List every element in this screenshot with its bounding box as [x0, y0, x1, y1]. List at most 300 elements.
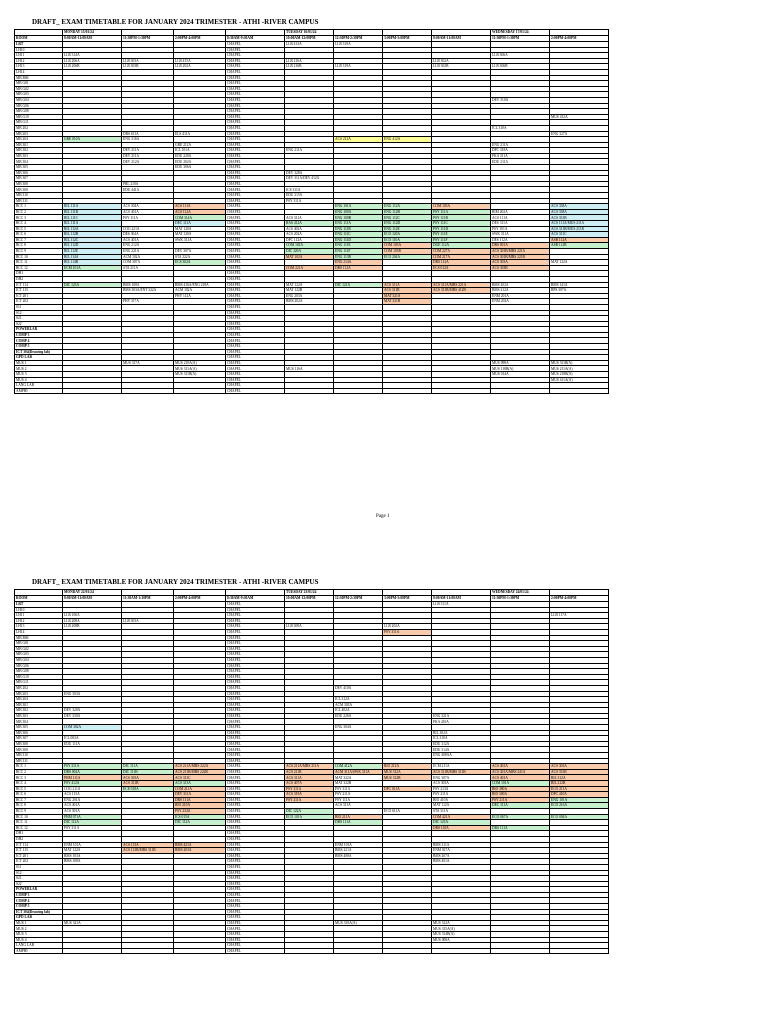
chapel-cell: CHAPEL: [226, 349, 285, 355]
exam-cell: ACS 303B: [491, 265, 550, 271]
room-name-cell: LH11: [15, 53, 63, 59]
table-row: [15, 388, 609, 394]
chapel-cell: CHAPEL: [226, 193, 285, 199]
exam-cell: ACS 331B: [550, 215, 609, 221]
chapel-cell: CHAPEL: [226, 282, 285, 288]
room-name-cell: MB 306: [15, 170, 63, 176]
chapel-cell: CHAPEL: [226, 97, 285, 103]
exam-cell: EDU 111A: [63, 741, 122, 747]
room-name-cell: MB 204: [15, 137, 63, 143]
room-name-cell: MB 303: [15, 153, 63, 159]
room-name-cell: MB 302: [15, 708, 63, 714]
exam-cell: DEV 328A: [285, 170, 334, 176]
time-slot-header: 3:00PM-5:00PM: [383, 36, 432, 42]
chapel-cell: CHAPEL: [226, 243, 285, 249]
room-name-cell: MB G11: [15, 680, 63, 686]
exam-cell: MUS 312A: [383, 769, 432, 775]
exam-cell: DIC 112A: [174, 820, 226, 826]
exam-cell: ICL 310A: [432, 736, 491, 742]
exam-cell: EDU 211A: [491, 159, 550, 165]
exam-cell: BIL 111C: [63, 215, 122, 221]
exam-cell: EDU 312A: [432, 741, 491, 747]
room-name-cell: MB 305: [15, 165, 63, 171]
chapel-cell: CHAPEL: [226, 344, 285, 350]
exam-cell: MUS 321A: [63, 920, 122, 926]
room-name-cell: BCC 1: [15, 764, 63, 770]
exam-cell: ICS 311A: [285, 187, 334, 193]
chapel-cell: CHAPEL: [226, 786, 285, 792]
room-name-cell: LH13: [15, 624, 63, 630]
exam-cell: ACS 311B/MBS 311B: [432, 769, 491, 775]
exam-cell: ACS 113A: [122, 842, 174, 848]
room-name-cell: S11: [15, 864, 63, 870]
exam-cell: ACS 301A: [63, 808, 122, 814]
exam-cell: LLB 415A: [174, 58, 226, 64]
exam-cell: LLB 314A: [63, 53, 122, 59]
exam-cell: [432, 948, 491, 954]
chapel-cell: CHAPEL: [226, 360, 285, 366]
room-name-cell: MUS 4: [15, 937, 63, 943]
exam-cell: PSY 213A: [432, 786, 491, 792]
chapel-cell: CHAPEL: [226, 355, 285, 361]
chapel-cell: CHAPEL: [226, 276, 285, 282]
exam-cell: [174, 388, 226, 394]
chapel-cell: CHAPEL: [226, 842, 285, 848]
room-name-cell: MB G03: [15, 652, 63, 658]
exam-cell: DRS 001A: [491, 243, 550, 249]
exam-cell: BMS 202A: [491, 282, 550, 288]
exam-cell: PSY 111A: [122, 215, 174, 221]
exam-cell: BIL 111A: [63, 204, 122, 210]
chapel-cell: CHAPEL: [226, 814, 285, 820]
chapel-cell: CHAPEL: [226, 775, 285, 781]
exam-cell: DEV 330A: [63, 713, 122, 719]
room-name-cell: ICT 114: [15, 282, 63, 288]
exam-cell: ECM 211A: [432, 764, 491, 770]
exam-cell: MAT 112A: [432, 803, 491, 809]
room-name-cell: MB 202: [15, 125, 63, 131]
exam-cell: BMS 401A: [432, 859, 491, 865]
exam-cell: [63, 948, 122, 954]
chapel-cell: CHAPEL: [226, 170, 285, 176]
exam-cell: ENG 412A: [383, 137, 432, 143]
chapel-cell: CHAPEL: [226, 915, 285, 921]
room-name-cell: MB 203: [15, 691, 63, 697]
exam-cell: DRS 112A: [432, 260, 491, 266]
exam-cell: MAT 120A: [174, 232, 226, 238]
exam-cell: ACS 111A: [491, 215, 550, 221]
room-name-cell: S11: [15, 304, 63, 310]
exam-cell: ECO 110A: [383, 237, 432, 243]
chapel-cell: CHAPEL: [226, 876, 285, 882]
chapel-cell: CHAPEL: [226, 797, 285, 803]
exam-cell: ACS 303A: [550, 764, 609, 770]
exam-cell: DIC 123A: [63, 282, 122, 288]
exam-cell: DEV 310A: [491, 97, 550, 103]
exam-cell: ENG 112B: [383, 209, 432, 215]
room-name-cell: MB 310: [15, 193, 63, 199]
room-name-cell: MB G01: [15, 81, 63, 87]
exam-cell: COM 307A: [122, 260, 174, 266]
time-slot-header: 3:00PM-5:00PM: [383, 596, 432, 602]
exam-cell: DPC 011A: [383, 786, 432, 792]
exam-cell: PSY 211A: [491, 797, 550, 803]
room-name-cell: MB G04: [15, 657, 63, 663]
exam-cell: BMS 108A: [63, 859, 122, 865]
room-name-cell: MB 301: [15, 702, 63, 708]
chapel-cell: CHAPEL: [226, 58, 285, 64]
exam-cell: ELS 411A: [174, 131, 226, 137]
exam-cell: DEV 320A: [63, 708, 122, 714]
room-name-cell: COMP 3: [15, 892, 63, 898]
chapel-cell: CHAPEL: [226, 685, 285, 691]
exam-cell: LLB 206B: [63, 64, 122, 70]
time-slot-header: 2:00PM-4:00PM: [550, 36, 609, 42]
room-name-cell: LH10: [15, 607, 63, 613]
table-row: [15, 948, 609, 954]
time-slot-header: 8:30AM-9:30AM: [226, 36, 285, 42]
exam-cell: MUS 311A(A): [174, 366, 226, 372]
exam-cell: DIC 320A: [285, 248, 334, 254]
exam-cell: ECO 067A: [491, 814, 550, 820]
chapel-cell: CHAPEL: [226, 372, 285, 378]
exam-cell: ENG 101A: [334, 204, 383, 210]
exam-cell: DRS 611A: [122, 131, 174, 137]
chapel-cell: CHAPEL: [226, 758, 285, 764]
exam-cell: ACS 311B: [383, 288, 432, 294]
room-name-cell: LH11: [15, 613, 63, 619]
day-header-cell: MONDAY 22/01/24: [63, 590, 122, 596]
exam-cell: ICL 101A: [174, 148, 226, 154]
room-name-cell: MB G02: [15, 86, 63, 92]
exam-cell: ENM 201A: [491, 293, 550, 299]
chapel-cell: CHAPEL: [226, 388, 285, 394]
chapel-cell: CHAPEL: [226, 265, 285, 271]
exam-cell: COM 102A: [285, 243, 334, 249]
exam-cell: DES 304A: [122, 232, 174, 238]
exam-cell: ENG 112A: [383, 204, 432, 210]
exam-cell: ENM 103A: [334, 842, 383, 848]
exam-cell: [491, 948, 550, 954]
chapel-cell: CHAPEL: [226, 663, 285, 669]
room-name-cell: S22: [15, 881, 63, 887]
exam-cell: MUS 014A: [491, 372, 550, 378]
exam-cell: COM 103B: [383, 248, 432, 254]
chapel-cell: CHAPEL: [226, 641, 285, 647]
exam-cell: ACS 311B/MBS 412B: [432, 288, 491, 294]
exam-cell: ACS 303A: [122, 775, 174, 781]
exam-cell: ENG 112E: [383, 226, 432, 232]
chapel-cell: CHAPEL: [226, 680, 285, 686]
exam-cell: ACM 303A: [334, 702, 383, 708]
chapel-cell: CHAPEL: [226, 181, 285, 187]
exam-cell: ACS 111A: [174, 204, 226, 210]
chapel-cell: CHAPEL: [226, 904, 285, 910]
exam-cell: DRS 110A: [432, 825, 491, 831]
room-name-cell: BCC 8: [15, 243, 63, 249]
exam-cell: MUS 116A: [285, 366, 334, 372]
exam-cell: BPS 307A: [550, 288, 609, 294]
chapel-cell: CHAPEL: [226, 831, 285, 837]
chapel-cell: CHAPEL: [226, 792, 285, 798]
exam-cell: ENG 112D: [383, 221, 432, 227]
exam-cell: ICL 312A: [334, 697, 383, 703]
exam-cell: DGE 112A: [432, 243, 491, 249]
chapel-cell: CHAPEL: [226, 221, 285, 227]
room-name-cell: MUS 2: [15, 926, 63, 932]
chapel-cell: CHAPEL: [226, 86, 285, 92]
exam-cell: [383, 948, 432, 954]
room-name-cell: S21: [15, 316, 63, 322]
room-name-cell: BCC 11: [15, 820, 63, 826]
chapel-cell: CHAPEL: [226, 53, 285, 59]
exam-cell: BIL 112E: [63, 248, 122, 254]
exam-cell: SWK 311A: [491, 232, 550, 238]
room-name-cell: MB G08: [15, 669, 63, 675]
exam-cell: EDU 215A: [285, 193, 334, 199]
exam-cell: ACS 401A: [491, 764, 550, 770]
day-header-cell: TUESDAY 16/01/24: [285, 30, 334, 36]
chapel-cell: CHAPEL: [226, 198, 285, 204]
exam-cell: ENG 100A: [334, 209, 383, 215]
time-slot-header: 10:00AM-12:00PM: [285, 36, 334, 42]
chapel-cell: CHAPEL: [226, 114, 285, 120]
exam-cell: DEV 311A/DEV 412A: [285, 176, 334, 182]
room-name-cell: BCC 2: [15, 209, 63, 215]
exam-cell: BIL 112B: [63, 232, 122, 238]
exam-cell: [334, 388, 383, 394]
exam-cell: ENG 100B: [334, 215, 383, 221]
room-name-cell: MUS 4: [15, 377, 63, 383]
exam-cell: ACS 211A/MBS 211A: [285, 764, 334, 770]
room-name-cell: BCC 12: [15, 825, 63, 831]
exam-cell: BMS 416A/ENG 218A: [174, 282, 226, 288]
room-name-cell: MB G10: [15, 114, 63, 120]
exam-cell: PHM 111A: [63, 775, 122, 781]
exam-cell: BIL 312A: [550, 775, 609, 781]
exam-cell: PSY 234A: [174, 808, 226, 814]
timetable-block: [14, 577, 608, 954]
exam-cell: ASB 112B: [550, 243, 609, 249]
chapel-cell: CHAPEL: [226, 943, 285, 949]
exam-cell: BMS 303A/ENT 322A: [122, 288, 174, 294]
exam-cell: [285, 388, 334, 394]
exam-cell: ECO 211A: [550, 786, 609, 792]
exam-cell: GRE 010A: [63, 137, 122, 143]
time-slot-header: 8:30AM-9:30AM: [226, 596, 285, 602]
exam-cell: [491, 388, 550, 394]
exam-cell: BIO 212A: [383, 764, 432, 770]
chapel-cell: CHAPEL: [226, 383, 285, 389]
exam-cell: ENG 203A: [285, 293, 334, 299]
chapel-cell: CHAPEL: [226, 753, 285, 759]
page-number: Page 1: [376, 514, 390, 519]
chapel-cell: CHAPEL: [226, 310, 285, 316]
exam-cell: DEV 307A: [174, 248, 226, 254]
exam-cell: LLB 216B: [285, 64, 334, 70]
chapel-cell: CHAPEL: [226, 697, 285, 703]
room-name-cell: AMPHI: [15, 948, 63, 954]
exam-cell: COM 412A: [334, 764, 383, 770]
exam-cell: DRS 111A: [491, 825, 550, 831]
chapel-cell: CHAPEL: [226, 237, 285, 243]
room-name-cell: BCC 2: [15, 769, 63, 775]
time-slot-header: 12:30PM-2:30PM: [334, 596, 383, 602]
chapel-cell: CHAPEL: [226, 725, 285, 731]
chapel-cell: CHAPEL: [226, 691, 285, 697]
room-name-cell: LH12: [15, 58, 63, 64]
chapel-cell: CHAPEL: [226, 702, 285, 708]
day-header-cell: WEDNESDAY 17/01/24: [491, 30, 550, 36]
exam-cell: COM 211A: [174, 786, 226, 792]
exam-cell: MAT 122A: [63, 848, 122, 854]
chapel-cell: CHAPEL: [226, 153, 285, 159]
exam-cell: PHY 317A: [122, 299, 174, 305]
chapel-cell: CHAPEL: [226, 629, 285, 635]
exam-cell: ENG 316A: [122, 137, 174, 143]
exam-cell: ENG 321A: [432, 713, 491, 719]
exam-cell: COM 217A: [432, 254, 491, 260]
exam-cell: BMS 103A: [63, 853, 122, 859]
timetable-table: [14, 589, 609, 954]
room-name-cell: S21: [15, 876, 63, 882]
chapel-cell: CHAPEL: [226, 781, 285, 787]
exam-cell: LLB 308A: [285, 624, 334, 630]
exam-cell: ACS 407A: [285, 781, 334, 787]
exam-cell: DEV 211A: [122, 148, 174, 154]
room-name-cell: BCC 12: [15, 265, 63, 271]
room-name-cell: ICT 304(Drawing lab): [15, 909, 63, 915]
room-name-cell: AMPHI: [15, 388, 63, 394]
exam-cell: MAT 120A: [174, 226, 226, 232]
exam-cell: MUS 211A(A): [550, 366, 609, 372]
room-name-cell: DH2: [15, 836, 63, 842]
exam-cell: ENG 214A: [334, 260, 383, 266]
exam-cell: ICL 003A: [63, 736, 122, 742]
chapel-cell: CHAPEL: [226, 859, 285, 865]
exam-cell: ACS 301B/MBS 221A: [491, 248, 550, 254]
room-name-cell: MB 305: [15, 725, 63, 731]
exam-cell: LLB 319A: [334, 64, 383, 70]
room-name-cell: COMP 3: [15, 332, 63, 338]
exam-cell: PSY 111D: [432, 226, 491, 232]
room-name-cell: S22: [15, 321, 63, 327]
chapel-cell: CHAPEL: [226, 747, 285, 753]
room-name-cell: BCC 9: [15, 248, 63, 254]
room-name-cell: BCC 6: [15, 232, 63, 238]
exam-cell: BMS 108A: [122, 282, 174, 288]
exam-cell: MUS 310A(A): [334, 920, 383, 926]
exam-cell: [334, 948, 383, 954]
exam-cell: [122, 388, 174, 394]
chapel-cell: CHAPEL: [226, 293, 285, 299]
chapel-cell: CHAPEL: [226, 932, 285, 938]
exam-cell: MUS 118B(A): [491, 366, 550, 372]
exam-cell: DEC 111A: [174, 221, 226, 227]
room-name-cell: BCC 9: [15, 808, 63, 814]
exam-cell: [63, 388, 122, 394]
exam-cell: MAT 321A: [383, 293, 432, 299]
exam-cell: BMS 212A: [491, 288, 550, 294]
exam-cell: ICS 015A: [174, 814, 226, 820]
chapel-cell: CHAPEL: [226, 926, 285, 932]
exam-cell: ACM 311A/SWK 311A: [334, 769, 383, 775]
exam-cell: ECO 611A: [383, 808, 432, 814]
room-name-cell: LH13: [15, 64, 63, 70]
chapel-cell: CHAPEL: [226, 165, 285, 171]
exam-cell: DRS 111A: [334, 820, 383, 826]
exam-cell: MAT 122A: [285, 282, 334, 288]
exam-cell: ACS 401A: [122, 237, 174, 243]
exam-cell: DPC 318A: [491, 148, 550, 154]
exam-cell: COG 211A: [63, 786, 122, 792]
room-name-cell: BCC 4: [15, 221, 63, 227]
room-name-cell: MB 307: [15, 736, 63, 742]
exam-cell: PSY 211A: [63, 764, 122, 770]
exam-cell: PKA 311A: [491, 153, 550, 159]
chapel-cell: CHAPEL: [226, 825, 285, 831]
exam-cell: BIO 380A: [491, 786, 550, 792]
exam-cell: ACS 313C: [174, 775, 226, 781]
exam-cell: COM 314A: [174, 215, 226, 221]
exam-cell: DIC 111A: [122, 764, 174, 770]
exam-cell: PSY 111E: [432, 232, 491, 238]
chapel-cell: CHAPEL: [226, 948, 285, 954]
exam-cell: ACS 311A/MBS 221A: [432, 282, 491, 288]
exam-cell: PSY 311A: [383, 629, 432, 635]
exam-cell: PHY 112A: [174, 293, 226, 299]
chapel-cell: CHAPEL: [226, 81, 285, 87]
room-name-cell: MB G08: [15, 109, 63, 115]
room-name-cell: MB G11: [15, 120, 63, 126]
exam-cell: ACS 311A: [285, 775, 334, 781]
exam-cell: ENG 112C: [383, 215, 432, 221]
exam-cell: DIC 111B: [122, 769, 174, 775]
day-header-cell: TUESDAY 23/01/24: [285, 590, 334, 596]
chapel-cell: CHAPEL: [226, 92, 285, 98]
room-name-cell: LH10: [15, 47, 63, 53]
exam-cell: BMS 141A: [550, 282, 609, 288]
room-name-cell: MB 303: [15, 713, 63, 719]
exam-cell: BIL 111B: [63, 209, 122, 215]
chapel-cell: CHAPEL: [226, 909, 285, 915]
chapel-cell: CHAPEL: [226, 377, 285, 383]
exam-cell: ENG 211A: [491, 142, 550, 148]
room-name-cell: BCC 1: [15, 204, 63, 210]
exam-cell: ENG 221A: [122, 248, 174, 254]
room-name-cell: S12: [15, 870, 63, 876]
room-name-cell: BCC 5: [15, 786, 63, 792]
room-name-cell: MB 309: [15, 187, 63, 193]
time-slot-header: 11:30PM-1:30PM: [122, 36, 174, 42]
exam-cell: ENG 111D: [334, 237, 383, 243]
exam-cell: ACS 338A: [550, 204, 609, 210]
exam-cell: ACS 331B: [550, 769, 609, 775]
exam-cell: MUS 218B(A): [550, 372, 609, 378]
exam-cell: LLB 319A: [334, 42, 383, 48]
chapel-cell: CHAPEL: [226, 131, 285, 137]
room-name-cell: POWERLAB: [15, 327, 63, 333]
room-name-cell: BCC 11: [15, 260, 63, 266]
exam-cell: DES 311A: [491, 221, 550, 227]
chapel-cell: CHAPEL: [226, 646, 285, 652]
exam-cell: DIC 123A: [432, 820, 491, 826]
exam-cell: ACS 401A: [491, 775, 550, 781]
exam-cell: COG 221A: [122, 226, 174, 232]
chapel-cell: CHAPEL: [226, 937, 285, 943]
exam-cell: ECO 101A: [285, 814, 334, 820]
exam-cell: ECO 204A: [383, 254, 432, 260]
